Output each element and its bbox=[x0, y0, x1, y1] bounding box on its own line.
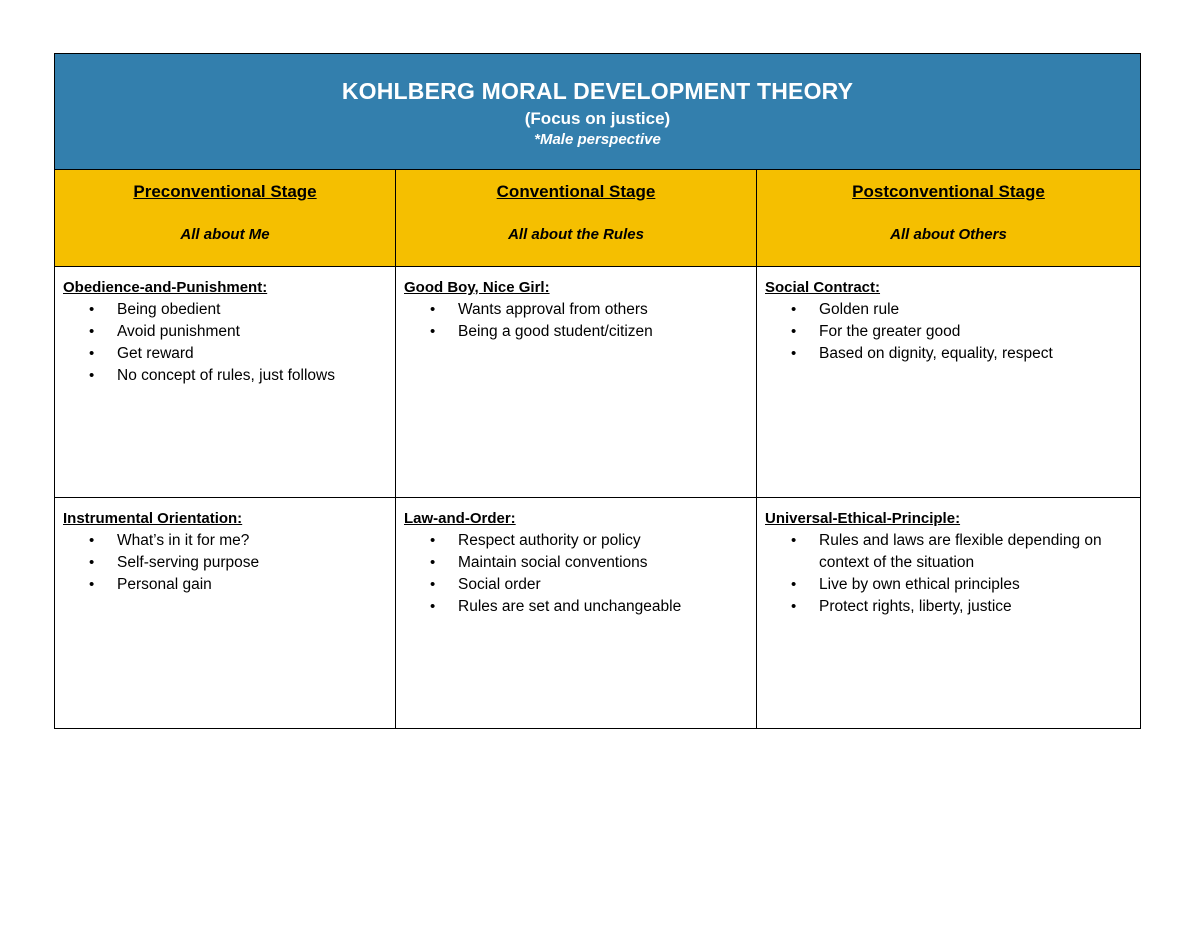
level-heading: Universal-Ethical-Principle: bbox=[765, 510, 961, 527]
level-row-1 bbox=[55, 267, 1141, 498]
list-item: • Get reward bbox=[63, 343, 395, 365]
level-heading: Instrumental Orientation: bbox=[63, 510, 243, 527]
list-item: • Golden rule bbox=[765, 299, 1140, 321]
list-item: • Respect authority or policy bbox=[404, 530, 756, 552]
stage-name: Preconventional Stage bbox=[133, 182, 317, 201]
bullet-list bbox=[63, 299, 395, 387]
level-cell-obedience bbox=[55, 267, 396, 498]
list-item: • Maintain social conventions bbox=[404, 552, 756, 574]
list-item: • For the greater good bbox=[765, 321, 1140, 343]
level-heading: Good Boy, Nice Girl: bbox=[404, 279, 550, 296]
level-cell-law-order bbox=[396, 498, 757, 729]
list-item: • Rules and laws are flexible depending on context of the situation bbox=[765, 530, 1140, 574]
list-item: • Being obedient bbox=[63, 299, 395, 321]
list-item: • Wants approval from others bbox=[404, 299, 756, 321]
list-item: • Personal gain bbox=[63, 574, 395, 596]
stage-name: Conventional Stage bbox=[496, 182, 656, 201]
list-item: • What’s in it for me? bbox=[63, 530, 395, 552]
stage-cell-conventional bbox=[396, 170, 757, 267]
stage-row bbox=[55, 170, 1141, 267]
bullet-list bbox=[404, 299, 756, 343]
stage-tagline: All about the Rules bbox=[508, 226, 644, 243]
level-cell-instrumental bbox=[55, 498, 396, 729]
title-row bbox=[55, 54, 1141, 170]
stage-cell-preconventional bbox=[55, 170, 396, 267]
list-item: • Social order bbox=[404, 574, 756, 596]
list-item: • Based on dignity, equality, respect bbox=[765, 343, 1140, 365]
list-item: • Avoid punishment bbox=[63, 321, 395, 343]
stage-cell-postconventional bbox=[757, 170, 1141, 267]
stage-tagline: All about Others bbox=[890, 226, 1007, 243]
page-subtitle: (Focus on justice) bbox=[524, 109, 671, 128]
list-item: • Being a good student/citizen bbox=[404, 321, 756, 343]
bullet-list bbox=[765, 530, 1140, 618]
bullet-list bbox=[765, 299, 1140, 365]
bullet-list bbox=[63, 530, 395, 596]
list-item: • Protect rights, liberty, justice bbox=[765, 596, 1140, 618]
kohlberg-table bbox=[54, 53, 1141, 729]
stage-tagline: All about Me bbox=[180, 226, 270, 243]
stage-name: Postconventional Stage bbox=[852, 182, 1045, 201]
level-heading: Social Contract: bbox=[765, 279, 881, 296]
list-item: • Live by own ethical principles bbox=[765, 574, 1140, 596]
level-cell-social-contract bbox=[757, 267, 1141, 498]
level-cell-good-boy bbox=[396, 267, 757, 498]
bullet-list bbox=[404, 530, 756, 618]
level-row-2 bbox=[55, 498, 1141, 729]
page-title: KOHLBERG MORAL DEVELOPMENT THEORY bbox=[341, 78, 854, 104]
title-cell bbox=[55, 54, 1141, 170]
perspective-note: *Male perspective bbox=[534, 131, 661, 148]
level-cell-universal-ethical bbox=[757, 498, 1141, 729]
list-item: • Self-serving purpose bbox=[63, 552, 395, 574]
level-heading: Law-and-Order: bbox=[404, 510, 516, 527]
list-item: • Rules are set and unchangeable bbox=[404, 596, 756, 618]
level-heading: Obedience-and-Punishment: bbox=[63, 279, 268, 296]
list-item: • No concept of rules, just follows bbox=[63, 365, 395, 387]
